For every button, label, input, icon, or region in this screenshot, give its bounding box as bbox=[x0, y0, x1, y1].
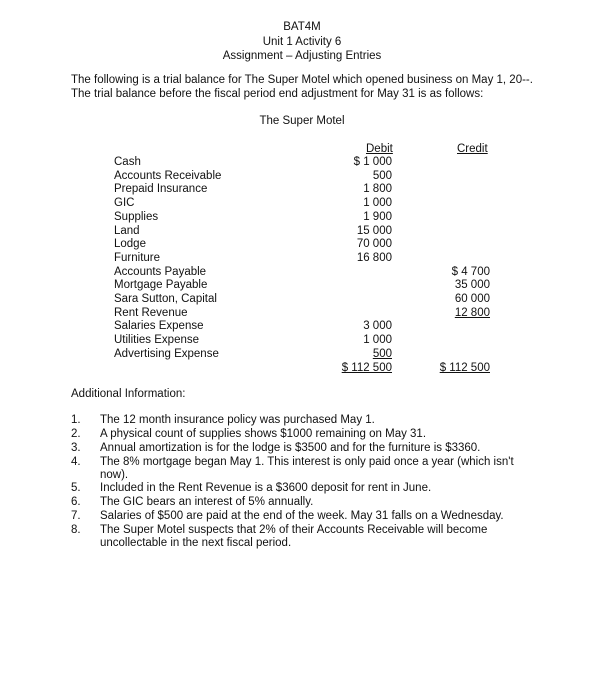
account-name: Cash bbox=[114, 156, 141, 168]
company-name: The Super Motel bbox=[259, 115, 345, 127]
list-text: Included in the Rent Revenue is a $3600 deposit for rent in June. bbox=[100, 482, 432, 494]
debit-amount: 500 bbox=[372, 347, 392, 360]
debit-amount: $ 1 000 bbox=[353, 156, 392, 168]
debit-column-header: Debit bbox=[366, 143, 393, 155]
additional-info-heading: Additional Information: bbox=[71, 388, 186, 400]
list-item bbox=[71, 496, 541, 509]
list-number: 4. bbox=[71, 456, 81, 468]
credit-amount: 35 000 bbox=[454, 279, 490, 292]
list-item bbox=[71, 456, 541, 482]
debit-total: $ 112 500 bbox=[341, 362, 392, 374]
list-text: The 8% mortgage began May 1. This interest is only paid once a year (which isn't now). bbox=[100, 456, 514, 481]
list-text: The GIC bears an interest of 5% annually. bbox=[100, 496, 314, 508]
account-name: Supplies bbox=[114, 210, 159, 223]
account-name: Furniture bbox=[114, 251, 161, 264]
list-text: The 12 month insurance policy was purchased May 1. bbox=[100, 414, 375, 426]
list-item bbox=[71, 524, 541, 550]
account-name: Land bbox=[114, 224, 140, 237]
list-number: 7. bbox=[71, 510, 81, 522]
assignment-title: Assignment – Adjusting Entries bbox=[222, 50, 382, 62]
list-number: 3. bbox=[71, 442, 81, 454]
debit-amount: 1 900 bbox=[363, 210, 392, 223]
credit-total: $ 112 500 bbox=[439, 362, 490, 374]
list-text: Salaries of $500 are paid at the end of the week. May 31 falls on a Wednesday. bbox=[100, 510, 504, 522]
list-item bbox=[71, 510, 541, 523]
list-number: 6. bbox=[71, 496, 81, 508]
list-item bbox=[71, 482, 541, 495]
credit-column-header: Credit bbox=[457, 143, 488, 155]
debit-amount: 1 800 bbox=[363, 183, 392, 196]
account-name: Accounts Payable bbox=[114, 265, 207, 278]
list-number: 8. bbox=[71, 524, 81, 536]
debit-amount: 15 000 bbox=[356, 224, 392, 237]
list-number: 1. bbox=[71, 414, 81, 426]
credit-amount: 60 000 bbox=[454, 293, 490, 305]
unit-title: Unit 1 Activity 6 bbox=[262, 36, 342, 48]
debit-amount: 1 000 bbox=[363, 197, 392, 210]
intro-paragraph: The following is a trial balance for The Super Motel which opened business on May 1, 20--. The trial balance before the fiscal period end adjustment for May 31 is as follows: bbox=[71, 74, 533, 100]
account-name: Lodge bbox=[114, 238, 146, 251]
account-name: Prepaid Insurance bbox=[114, 183, 208, 196]
account-name: Utilities Expense bbox=[114, 334, 200, 347]
credit-amount: 12 800 bbox=[454, 306, 490, 319]
debit-amount: 1 000 bbox=[363, 334, 392, 347]
account-name: Rent Revenue bbox=[114, 306, 188, 319]
list-number: 5. bbox=[71, 482, 81, 494]
list-item bbox=[71, 428, 541, 441]
list-text: A physical count of supplies shows $1000 remaining on May 31. bbox=[100, 428, 427, 440]
account-name: Salaries Expense bbox=[114, 320, 204, 333]
debit-amount: 3 000 bbox=[363, 320, 392, 333]
account-name: GIC bbox=[114, 197, 135, 210]
debit-amount: 70 000 bbox=[356, 238, 392, 251]
list-text: Annual amortization is for the lodge is $3500 and for the furniture is $3360. bbox=[100, 442, 481, 454]
list-text: The Super Motel suspects that 2% of their Accounts Receivable will become uncollectable in the next fiscal period. bbox=[100, 524, 488, 549]
account-name: Accounts Receivable bbox=[114, 169, 222, 182]
account-name: Mortgage Payable bbox=[114, 279, 208, 292]
list-item bbox=[71, 442, 541, 455]
credit-amount: $ 4 700 bbox=[451, 265, 490, 278]
debit-amount: 16 800 bbox=[356, 251, 392, 264]
debit-amount: 500 bbox=[372, 169, 392, 182]
account-name: Advertising Expense bbox=[114, 347, 219, 360]
list-item bbox=[71, 414, 541, 427]
list-number: 2. bbox=[71, 428, 81, 440]
account-name: Sara Sutton, Capital bbox=[114, 293, 217, 305]
course-code: BAT4M bbox=[283, 21, 321, 33]
